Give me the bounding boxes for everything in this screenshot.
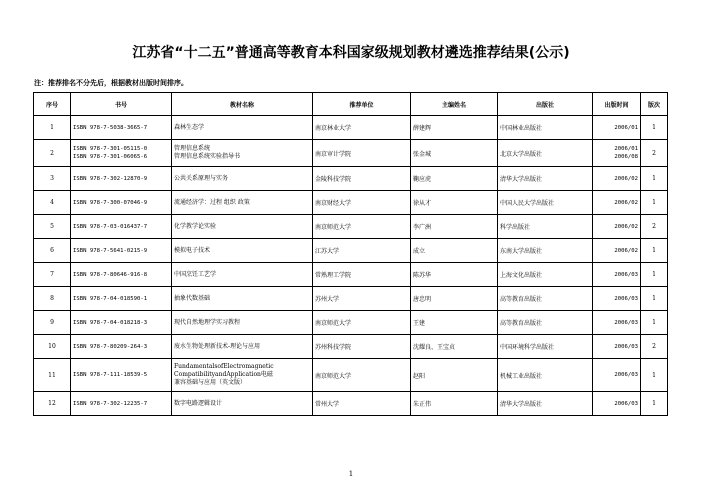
cell-textbook-name-line: 现代自然地理学实习教程 [174,318,241,326]
results-table [33,92,668,416]
cell-unit: 南京师范大学 [313,215,411,239]
cell-isbn [71,359,172,392]
cell-unit: 苏州大学 [313,287,411,311]
cell-publisher: 清华大学出版社 [498,392,593,416]
table-row [34,311,668,335]
header-col-publisher: 出版社 [498,93,593,116]
cell-unit: 南京林业大学 [313,116,411,140]
cell-date [593,239,641,263]
cell-editor: 沈耀良、王宝贞 [411,335,498,359]
cell-editor: 陈苏华 [411,263,498,287]
cell-textbook-name [172,116,313,140]
table-row [34,287,668,311]
cell-date-line: 2006/03 [614,372,638,378]
cell-textbook-name [172,311,313,335]
cell-textbook-name-line: 化学教学论实验 [174,222,217,230]
cell-isbn [71,140,172,167]
cell-textbook-name-line: 流通经济学：过程 组织 政策 [174,198,250,206]
cell-date [593,335,641,359]
cell-edition: 1 [641,167,668,191]
cell-no: 2 [34,140,71,167]
table-body [34,116,668,416]
cell-textbook-name [172,167,313,191]
cell-textbook-name-line: 公共关系原理与实务 [174,174,229,182]
cell-isbn [71,167,172,191]
cell-isbn-line: ISBN 978-7-04-018590-1 [73,295,148,302]
cell-textbook-name-line: 管理信息系统 [174,145,211,152]
cell-textbook-name [172,263,313,287]
cell-isbn-line: ISBN 978-7-302-12235-7 [73,400,148,407]
cell-isbn-line: ISBN 978-7-301-06065-6 [73,154,148,160]
cell-isbn-line: ISBN 978-7-03-016437-7 [73,223,148,230]
header-col-date: 出版时间 [593,93,641,116]
cell-isbn [71,116,172,140]
cell-publisher: 机械工业出版社 [498,359,593,392]
table-row [34,167,668,191]
cell-textbook-name-line: CompatibilityandApplication电磁 [174,371,273,378]
table-row [34,359,668,392]
table-row [34,140,668,167]
cell-isbn-line: ISBN 978-7-5641-0215-9 [73,247,148,254]
document-title: 江苏省“十二五”普通高等教育本科国家级规划教材遴选推荐结果(公示) [132,45,570,61]
cell-isbn [71,392,172,416]
cell-isbn [71,335,172,359]
cell-date [593,215,641,239]
cell-publisher: 高等教育出版社 [498,311,593,335]
cell-no: 11 [34,359,71,392]
cell-editor: 赵阳 [411,359,498,392]
cell-textbook-name-line: 数字电路逻辑设计 [174,399,223,407]
cell-edition: 2 [641,335,668,359]
header-col-editor: 主编姓名 [411,93,498,116]
cell-no: 6 [34,239,71,263]
cell-isbn-line: ISBN 978-7-301-05115-0 [73,146,148,152]
table-row [34,335,668,359]
cell-editor: 张金城 [411,140,498,167]
cell-no: 7 [34,263,71,287]
cell-unit: 南京师范大学 [313,311,411,335]
cell-textbook-name [172,287,313,311]
cell-date-line: 2006/02 [614,223,638,230]
cell-date-line: 2006/08 [614,154,638,160]
cell-isbn [71,191,172,215]
cell-isbn-line: ISBN 978-7-80646-916-8 [73,271,148,278]
cell-date-line: 2006/03 [614,271,638,278]
table-row [34,392,668,416]
cell-edition: 1 [641,311,668,335]
table-row [34,263,668,287]
cell-textbook-name [172,392,313,416]
header-row [34,93,668,116]
cell-isbn [71,215,172,239]
cell-isbn-line: ISBN 978-7-302-12870-9 [73,175,148,182]
cell-no: 1 [34,116,71,140]
cell-publisher: 北京大学出版社 [498,140,593,167]
header-col-name: 教材名称 [172,93,313,116]
cell-date-line: 2006/01 [614,146,638,152]
cell-editor: 鞠应虎 [411,167,498,191]
cell-editor: 徐从才 [411,191,498,215]
cell-no: 5 [34,215,71,239]
cell-date-line: 2006/02 [614,247,638,254]
cell-date [593,287,641,311]
cell-edition: 1 [641,239,668,263]
cell-edition: 2 [641,140,668,167]
cell-isbn [71,287,172,311]
cell-publisher: 中国林业出版社 [498,116,593,140]
header-col-isbn: 书号 [71,93,172,116]
cell-publisher: 中国人民大学出版社 [498,191,593,215]
cell-date-line: 2006/02 [614,199,638,206]
cell-edition: 1 [641,287,668,311]
cell-textbook-name-line: FundamentalsofElectromagnetic [174,363,274,370]
table-row [34,191,668,215]
cell-no: 9 [34,311,71,335]
cell-textbook-name [172,191,313,215]
cell-unit: 南京财经大学 [313,191,411,215]
cell-edition: 2 [641,215,668,239]
sort-note: 注：推荐排名不分先后，根据教材出版时间排序。 [34,79,188,87]
cell-no: 8 [34,287,71,311]
cell-publisher: 上海文化出版社 [498,263,593,287]
cell-textbook-name [172,140,313,167]
cell-unit: 金陵科技学院 [313,167,411,191]
cell-publisher: 清华大学出版社 [498,167,593,191]
cell-publisher: 科学出版社 [498,215,593,239]
cell-publisher: 高等教育出版社 [498,287,593,311]
cell-date [593,263,641,287]
table-row [34,116,668,140]
cell-date [593,311,641,335]
cell-no: 3 [34,167,71,191]
cell-textbook-name-line: 森林生态学 [174,123,205,131]
cell-date-line: 2006/03 [614,319,638,326]
cell-editor: 薛建辉 [411,116,498,140]
cell-textbook-name-line: 中国烹饪工艺学 [174,270,217,278]
cell-unit: 苏州科技学院 [313,335,411,359]
cell-isbn-line: ISBN 978-7-300-07046-9 [73,199,148,206]
cell-unit: 南京师范大学 [313,359,411,392]
cell-unit: 常熟理工学院 [313,263,411,287]
cell-isbn-line: ISBN 978-7-04-018218-3 [73,319,148,326]
cell-textbook-name-line: 废水生物处理新技术-理论与应用 [174,342,261,350]
cell-publisher: 东南大学出版社 [498,239,593,263]
cell-editor: 唐忠明 [411,287,498,311]
cell-date [593,167,641,191]
cell-date [593,392,641,416]
cell-date-line: 2006/01 [614,124,638,131]
cell-textbook-name-line: 模拟电子技术 [174,246,211,254]
cell-date-line: 2006/02 [614,175,638,182]
cell-unit: 南京审计学院 [313,140,411,167]
cell-date [593,140,641,167]
page-number: 1 [348,470,354,478]
cell-edition: 1 [641,263,668,287]
cell-editor: 李广洲 [411,215,498,239]
cell-textbook-name [172,239,313,263]
cell-isbn-line: ISBN 978-7-5038-3665-7 [73,124,148,131]
cell-textbook-name-line: 抽象代数基础 [174,294,211,302]
cell-textbook-name [172,359,313,392]
cell-isbn [71,311,172,335]
cell-date [593,359,641,392]
cell-edition: 1 [641,392,668,416]
cell-edition: 1 [641,191,668,215]
cell-unit: 常州大学 [313,392,411,416]
cell-editor: 成立 [411,239,498,263]
header-col-no: 序号 [34,93,71,116]
cell-edition: 1 [641,359,668,392]
cell-no: 10 [34,335,71,359]
cell-isbn [71,239,172,263]
cell-edition: 1 [641,116,668,140]
cell-isbn-line: ISBN 978-7-111-18539-5 [73,372,148,378]
cell-editor: 王建 [411,311,498,335]
cell-textbook-name [172,215,313,239]
cell-no: 12 [34,392,71,416]
header-col-unit: 推荐单位 [313,93,411,116]
cell-editor: 朱正伟 [411,392,498,416]
cell-date [593,116,641,140]
cell-textbook-name [172,335,313,359]
cell-date-line: 2006/03 [614,295,638,302]
cell-unit: 江苏大学 [313,239,411,263]
cell-textbook-name-line: 兼容基础与应用（英文版） [174,379,247,386]
cell-isbn [71,263,172,287]
header-col-edition: 版次 [641,93,668,116]
cell-publisher: 中国环境科学出版社 [498,335,593,359]
cell-date-line: 2006/03 [614,343,638,350]
cell-textbook-name-line: 管理信息系统实验指导书 [174,153,241,160]
cell-no: 4 [34,191,71,215]
table-row [34,215,668,239]
cell-date [593,191,641,215]
table-row [34,239,668,263]
cell-date-line: 2006/03 [614,400,638,407]
cell-isbn-line: ISBN 978-7-80209-264-3 [73,343,148,350]
